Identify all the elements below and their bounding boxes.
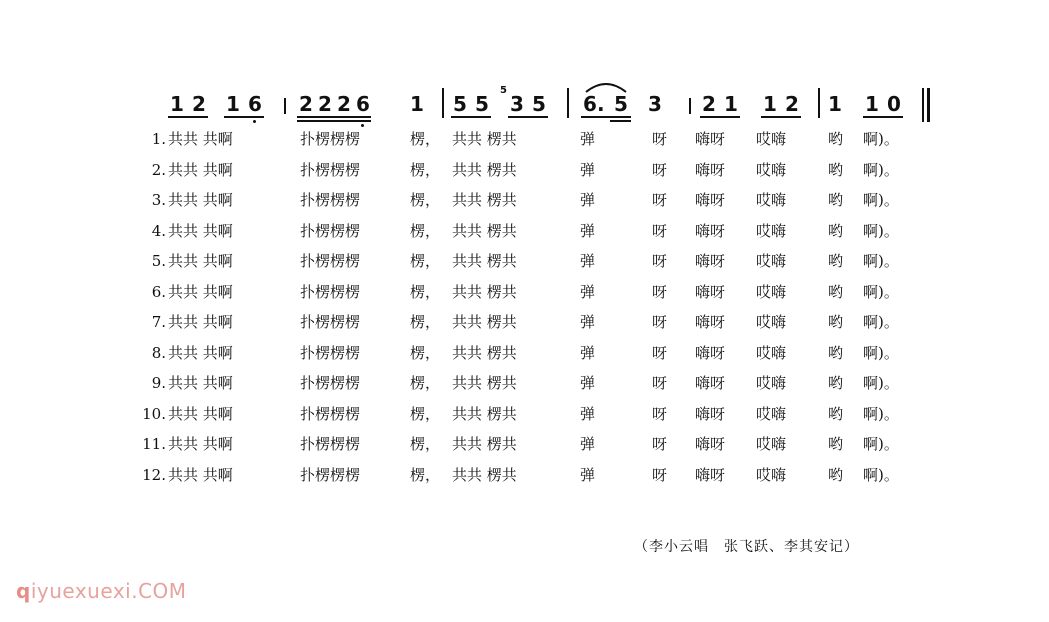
lyric-word: 楞， bbox=[410, 343, 441, 362]
note: . bbox=[597, 92, 605, 116]
lyric-word: 嗨呀 bbox=[695, 221, 726, 240]
lyric-word: 哟 bbox=[828, 465, 844, 484]
lyric-word: 呀 bbox=[652, 435, 668, 453]
eighth-underline bbox=[581, 116, 631, 118]
lyric-word: 共共 楞共 bbox=[452, 221, 517, 240]
lyric-row bbox=[130, 433, 930, 464]
lyric-word: 呀 bbox=[652, 374, 668, 392]
sixteenth-underline bbox=[610, 120, 631, 122]
lyric-word: 共共 共啊 bbox=[168, 221, 233, 240]
note: 6 bbox=[583, 92, 597, 116]
lyric-word: 弹 bbox=[580, 221, 596, 240]
lyric-word: 弹 bbox=[580, 282, 596, 301]
lyric-word: 哟 bbox=[828, 313, 844, 331]
lyric-word: 楞， bbox=[410, 313, 441, 331]
verse-number: 5. bbox=[151, 252, 166, 270]
lyric-word: 啊)。 bbox=[863, 160, 899, 179]
note: 1 bbox=[865, 92, 879, 116]
lyric-word: 啊)。 bbox=[863, 465, 899, 484]
lyric-word: 楞， bbox=[410, 282, 441, 301]
watermark-text: iyuexuexi.COM bbox=[30, 579, 187, 603]
note: 5 bbox=[453, 92, 467, 116]
watermark-q: q bbox=[16, 579, 31, 603]
lyric-row bbox=[130, 372, 930, 403]
lyric-word: 共共 楞共 bbox=[452, 435, 517, 453]
lyric-word: 楞， bbox=[410, 191, 441, 209]
lyric-word: 扑楞楞楞 bbox=[300, 374, 361, 392]
lyric-word: 共共 共啊 bbox=[168, 252, 233, 270]
lyric-word: 楞， bbox=[410, 404, 441, 423]
lyric-word: 啊)。 bbox=[863, 191, 899, 209]
final-bar-thin bbox=[922, 88, 924, 122]
lyric-row bbox=[130, 403, 930, 434]
lyric-word: 共共 楞共 bbox=[452, 465, 517, 484]
lyric-word: 啊)。 bbox=[863, 221, 899, 240]
lyric-word: 共共 共啊 bbox=[168, 374, 233, 392]
verse-number: 2. bbox=[151, 160, 166, 179]
lyric-word: 嗨呀 bbox=[695, 374, 726, 392]
lyric-word: 呀 bbox=[652, 313, 668, 331]
bar-line bbox=[689, 98, 691, 114]
lyric-word: 嗨呀 bbox=[695, 313, 726, 331]
lyric-word: 弹 bbox=[580, 465, 596, 484]
lyric-word: 呀 bbox=[652, 343, 668, 362]
lyric-word: 哎嗨 bbox=[756, 191, 787, 209]
lyric-word: 共共 共啊 bbox=[168, 191, 233, 209]
verse-number: 6. bbox=[151, 282, 166, 301]
lyric-word: 弹 bbox=[580, 404, 596, 423]
bar-line bbox=[442, 88, 444, 118]
lyric-word: 啊)。 bbox=[863, 252, 899, 270]
lyric-word: 哎嗨 bbox=[756, 435, 787, 453]
lyric-word: 共共 共啊 bbox=[168, 435, 233, 453]
lyric-word: 哎嗨 bbox=[756, 221, 787, 240]
eighth-underline bbox=[700, 116, 740, 118]
eighth-underline bbox=[168, 116, 208, 118]
note: 5 bbox=[475, 92, 489, 116]
lyric-word: 啊)。 bbox=[863, 282, 899, 301]
lyric-word: 呀 bbox=[652, 130, 668, 148]
lyric-word: 啊)。 bbox=[863, 313, 899, 331]
lyric-word: 共共 楞共 bbox=[452, 282, 517, 301]
verse-number: 9. bbox=[151, 374, 166, 392]
lyric-word: 楞， bbox=[410, 252, 441, 270]
sixteenth-underline bbox=[297, 120, 371, 122]
lyric-word: 共共 楞共 bbox=[452, 160, 517, 179]
note: 1 bbox=[170, 92, 184, 116]
lyric-word: 哎嗨 bbox=[756, 160, 787, 179]
note: 2 bbox=[337, 92, 351, 116]
eighth-underline bbox=[761, 116, 801, 118]
note: 3 bbox=[510, 92, 524, 116]
lyric-word: 共共 楞共 bbox=[452, 374, 517, 392]
lyric-word: 嗨呀 bbox=[695, 130, 726, 148]
lyric-word: 扑楞楞楞 bbox=[300, 282, 361, 301]
verse-number: 8. bbox=[151, 343, 166, 362]
lyric-word: 呀 bbox=[652, 252, 668, 270]
lyric-word: 弹 bbox=[580, 343, 596, 362]
lyric-word: 扑楞楞楞 bbox=[300, 130, 361, 148]
lyric-word: 弹 bbox=[580, 313, 596, 331]
lyric-word: 呀 bbox=[652, 191, 668, 209]
lyric-word: 嗨呀 bbox=[695, 282, 726, 301]
lyric-word: 扑楞楞楞 bbox=[300, 465, 361, 484]
note: 3 bbox=[648, 92, 662, 116]
verse-number: 7. bbox=[151, 313, 166, 331]
lyric-word: 共共 共啊 bbox=[168, 404, 233, 423]
lyric-word: 嗨呀 bbox=[695, 343, 726, 362]
eighth-underline bbox=[451, 116, 491, 118]
note: 6 bbox=[356, 92, 370, 116]
lyric-row bbox=[130, 311, 930, 342]
lyric-word: 嗨呀 bbox=[695, 465, 726, 484]
lyric-row bbox=[130, 250, 930, 281]
lyric-word: 啊)。 bbox=[863, 404, 899, 423]
lyric-word: 楞， bbox=[410, 435, 441, 453]
lyric-word: 哟 bbox=[828, 404, 844, 423]
lyric-word: 哟 bbox=[828, 160, 844, 179]
note: 2 bbox=[318, 92, 332, 116]
lyric-word: 啊)。 bbox=[863, 374, 899, 392]
bar-line bbox=[818, 88, 820, 118]
verse-number: 4. bbox=[151, 221, 166, 240]
lyric-row bbox=[130, 220, 930, 251]
lyric-word: 共共 共啊 bbox=[168, 465, 233, 484]
lyric-word: 啊)。 bbox=[863, 343, 899, 362]
note: 5 bbox=[614, 92, 628, 116]
lyric-word: 嗨呀 bbox=[695, 404, 726, 423]
note: 2 bbox=[702, 92, 716, 116]
eighth-underline bbox=[508, 116, 548, 118]
lyric-word: 哎嗨 bbox=[756, 313, 787, 331]
lyric-word: 弹 bbox=[580, 160, 596, 179]
lyric-row bbox=[130, 159, 930, 190]
note: 1 bbox=[828, 92, 842, 116]
lyric-word: 共共 共啊 bbox=[168, 160, 233, 179]
verse-number: 11. bbox=[142, 435, 166, 453]
eighth-underline bbox=[863, 116, 903, 118]
lyric-word: 哟 bbox=[828, 343, 844, 362]
low-octave-dot bbox=[253, 120, 256, 123]
lyric-word: 共共 楞共 bbox=[452, 252, 517, 270]
lyric-word: 哟 bbox=[828, 282, 844, 301]
note: 0 bbox=[887, 92, 901, 116]
note: 5 bbox=[532, 92, 546, 116]
note: 2 bbox=[192, 92, 206, 116]
note: 1 bbox=[763, 92, 777, 116]
lyric-word: 呀 bbox=[652, 465, 668, 484]
lyric-word: 哟 bbox=[828, 374, 844, 392]
lyric-word: 共共 共啊 bbox=[168, 343, 233, 362]
jianpu-notation-line bbox=[160, 80, 940, 126]
bar-line bbox=[284, 98, 286, 114]
eighth-underline bbox=[297, 116, 371, 118]
lyric-word: 嗨呀 bbox=[695, 435, 726, 453]
lyric-word: 扑楞楞楞 bbox=[300, 404, 361, 423]
lyric-word: 啊)。 bbox=[863, 435, 899, 453]
lyric-row bbox=[130, 464, 930, 495]
lyric-row bbox=[130, 189, 930, 220]
lyric-word: 共共 共啊 bbox=[168, 130, 233, 148]
lyric-word: 扑楞楞楞 bbox=[300, 160, 361, 179]
lyric-word: 共共 共啊 bbox=[168, 282, 233, 301]
lyric-word: 哎嗨 bbox=[756, 252, 787, 270]
lyric-word: 弹 bbox=[580, 252, 596, 270]
lyric-word: 共共 共啊 bbox=[168, 313, 233, 331]
lyric-word: 哎嗨 bbox=[756, 282, 787, 301]
lyric-word: 共共 楞共 bbox=[452, 313, 517, 331]
verse-number: 1. bbox=[151, 130, 166, 148]
lyric-word: 哎嗨 bbox=[756, 404, 787, 423]
lyric-word: 呀 bbox=[652, 221, 668, 240]
lyric-word: 弹 bbox=[580, 435, 596, 453]
lyric-word: 嗨呀 bbox=[695, 160, 726, 179]
bar-line bbox=[567, 88, 569, 118]
lyric-word: 楞， bbox=[410, 160, 441, 179]
lyric-word: 共共 楞共 bbox=[452, 404, 517, 423]
lyric-word: 哎嗨 bbox=[756, 465, 787, 484]
lyric-row bbox=[130, 128, 930, 159]
note: 6 bbox=[248, 92, 262, 116]
lyric-word: 楞， bbox=[410, 130, 441, 148]
eighth-underline bbox=[224, 116, 264, 118]
lyric-word: 弹 bbox=[580, 130, 596, 148]
lyric-word: 呀 bbox=[652, 282, 668, 301]
lyric-word: 扑楞楞楞 bbox=[300, 343, 361, 362]
lyric-word: 扑楞楞楞 bbox=[300, 313, 361, 331]
verse-number: 12. bbox=[142, 465, 166, 484]
verse-number: 10. bbox=[142, 404, 166, 423]
lyric-word: 嗨呀 bbox=[695, 252, 726, 270]
lyric-word: 扑楞楞楞 bbox=[300, 221, 361, 240]
lyric-word: 弹 bbox=[580, 374, 596, 392]
note: 2 bbox=[785, 92, 799, 116]
lyric-word: 扑楞楞楞 bbox=[300, 435, 361, 453]
credit-line: （李小云唱 张飞跃、李其安记） bbox=[634, 539, 859, 555]
lyric-word: 共共 楞共 bbox=[452, 130, 517, 148]
lyric-word: 呀 bbox=[652, 404, 668, 423]
lyric-word: 楞， bbox=[410, 374, 441, 392]
lyric-word: 啊)。 bbox=[863, 130, 899, 148]
lyric-word: 扑楞楞楞 bbox=[300, 252, 361, 270]
lyric-row bbox=[130, 342, 930, 373]
lyric-word: 楞， bbox=[410, 221, 441, 240]
note: 1 bbox=[226, 92, 240, 116]
lyric-word: 哎嗨 bbox=[756, 374, 787, 392]
lyric-word: 共共 楞共 bbox=[452, 343, 517, 362]
lyric-word: 嗨呀 bbox=[695, 191, 726, 209]
lyric-word: 哟 bbox=[828, 252, 844, 270]
lyric-word: 呀 bbox=[652, 160, 668, 179]
lyric-word: 哟 bbox=[828, 130, 844, 148]
lyric-word: 哟 bbox=[828, 221, 844, 240]
grace-note: 5 bbox=[500, 85, 507, 96]
note: 1 bbox=[410, 92, 424, 116]
final-bar-thick bbox=[927, 88, 930, 122]
lyric-word: 哎嗨 bbox=[756, 130, 787, 148]
lyric-row bbox=[130, 281, 930, 312]
lyric-word: 哎嗨 bbox=[756, 343, 787, 362]
lyrics-block bbox=[130, 128, 930, 494]
verse-number: 3. bbox=[151, 191, 166, 209]
lyric-word: 哟 bbox=[828, 191, 844, 209]
lyric-word: 弹 bbox=[580, 191, 596, 209]
note: 2 bbox=[299, 92, 313, 116]
low-octave-dot bbox=[361, 124, 364, 127]
lyric-word: 共共 楞共 bbox=[452, 191, 517, 209]
site-watermark bbox=[16, 579, 187, 603]
lyric-word: 扑楞楞楞 bbox=[300, 191, 361, 209]
lyric-word: 哟 bbox=[828, 435, 844, 453]
lyric-word: 楞， bbox=[410, 465, 441, 484]
note: 1 bbox=[724, 92, 738, 116]
